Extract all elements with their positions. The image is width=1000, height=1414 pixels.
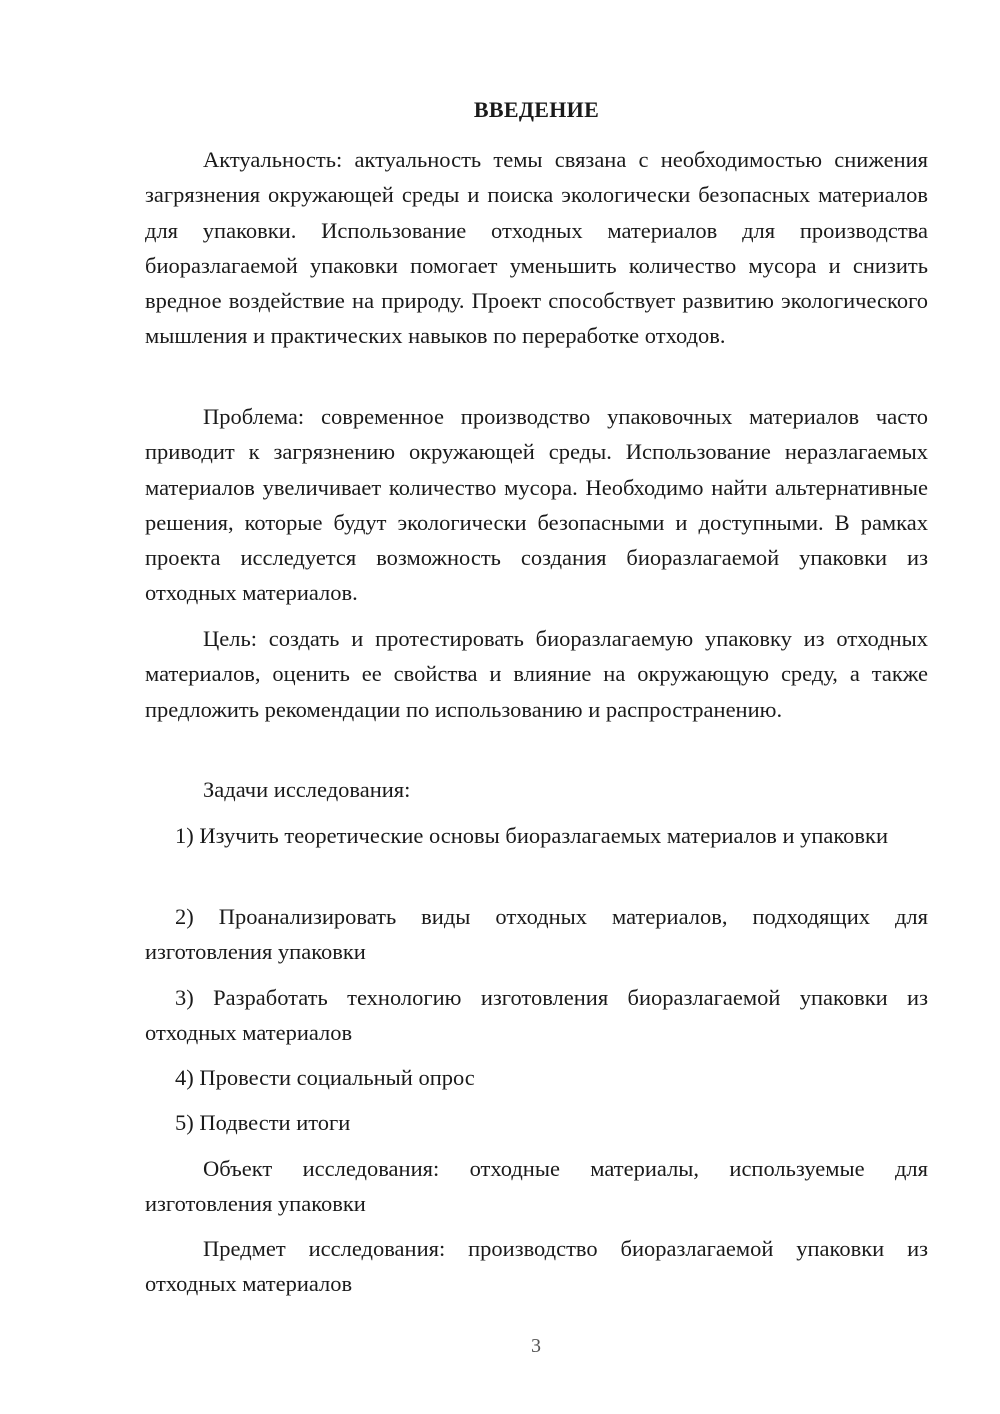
task-item: 1) Изучить теоретические основы биоразлагаемых материалов и упаковки bbox=[175, 823, 889, 848]
goal-paragraph: Цель: создать и протестировать биоразлагаемую упаковку из отходных материалов, оценить ее свойства и влияние на окружающую среду, а также предложить рекомендации по использованию и распространению. bbox=[145, 626, 928, 722]
tasks-heading: Задачи исследования: bbox=[203, 777, 411, 802]
task-item: 3) Разработать технологию изготовления биоразлагаемой упаковки из отходных материалов bbox=[145, 985, 928, 1046]
task-item: 2) Проанализировать виды отходных материалов, подходящих для изготовления упаковки bbox=[145, 904, 928, 965]
subject-paragraph: Предмет исследования: производство биоразлагаемой упаковки из отходных материалов bbox=[145, 1236, 928, 1297]
object-paragraph: Объект исследования: отходные материалы, используемые для изготовления упаковки bbox=[145, 1156, 928, 1217]
problem-paragraph: Проблема: современное производство упаковочных материалов часто приводит к загрязнению окружающей среды. Использование неразлагаемых материалов увеличивает количество мусора. Необходимо найти альтернативные решения, которые будут экологически безопасными и доступными. В рамках проекта исследуется возможность создания биоразлагаемой упаковки из отходных материалов. bbox=[145, 404, 928, 606]
task-item: 4) Провести социальный опрос bbox=[175, 1065, 475, 1090]
page-number: 3 bbox=[531, 1335, 541, 1357]
relevance-paragraph: Актуальность: актуальность темы связана с необходимостью снижения загрязнения окружающей среды и поиска экологически безопасных материалов для упаковки. Использование отходных материалов для производства биоразлагаемой упаковки помогает уменьшить количество мусора и снизить вредное воздействие на природу. Проект способствует развитию экологического мышления и практических навыков по переработке отходов. bbox=[145, 147, 928, 349]
task-item: 5) Подвести итоги bbox=[175, 1110, 351, 1135]
page-title: ВВЕДЕНИЕ bbox=[473, 97, 600, 122]
